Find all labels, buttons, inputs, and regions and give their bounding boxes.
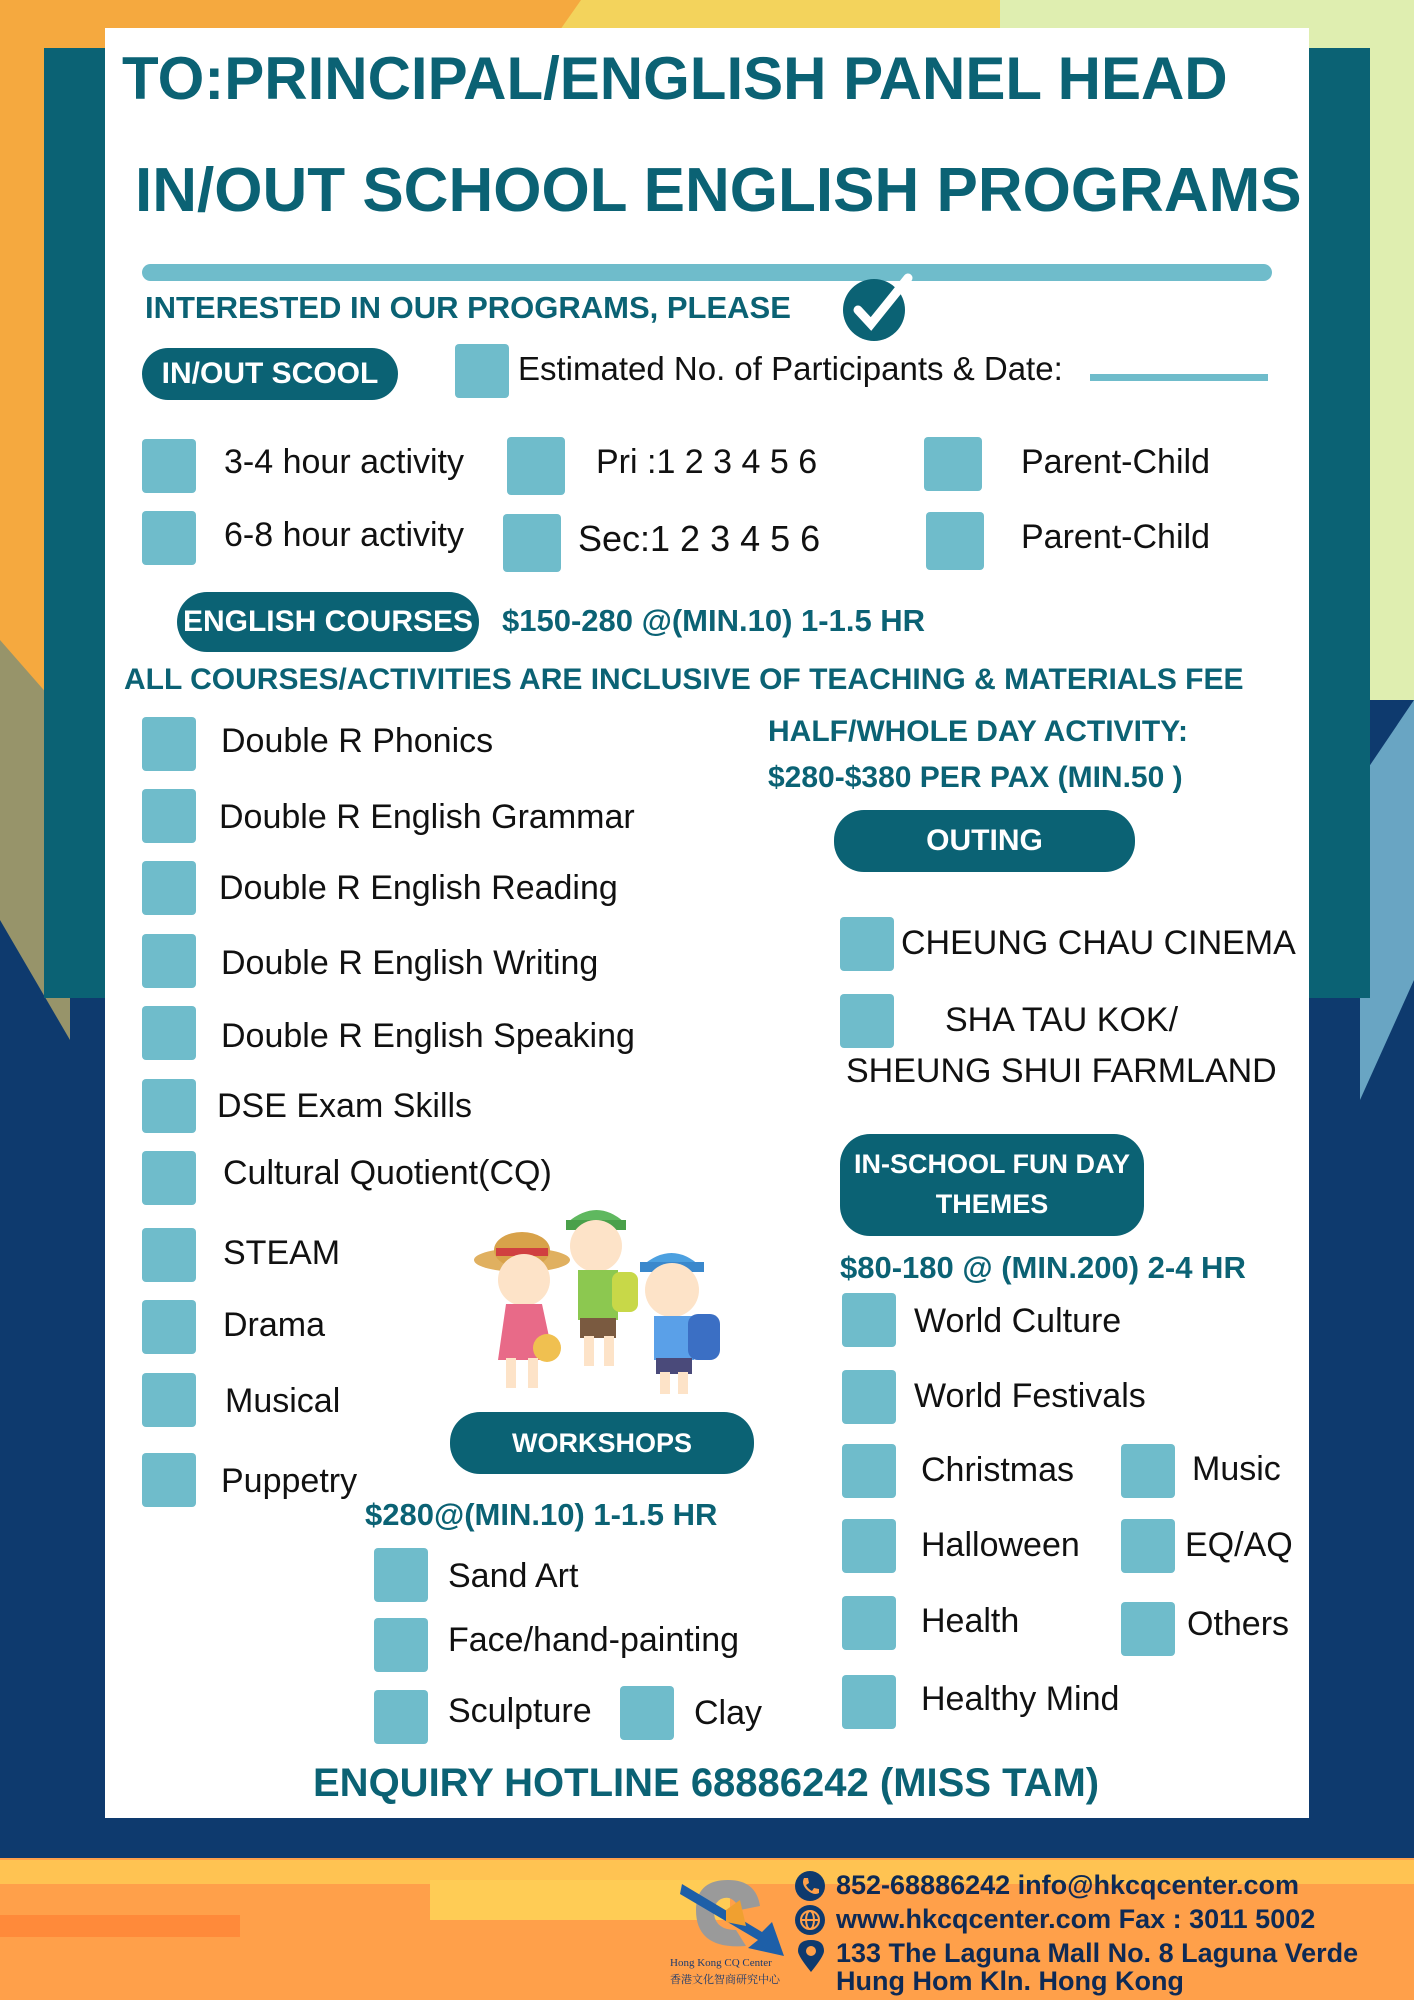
theme-label-health: Health	[921, 1602, 1020, 1640]
theme-label-healthy-mind: Healthy Mind	[921, 1680, 1120, 1718]
course-label-musical: Musical	[225, 1382, 341, 1420]
page-title: IN/OUT SCHOOL ENGLISH PROGRAMS	[135, 156, 1302, 225]
kids-illustration	[462, 1200, 742, 1400]
fun-day-pill	[840, 1134, 1144, 1236]
primary-level-label: Pri :1 2 3 4 5 6	[596, 443, 818, 481]
outing-title-line1: HALF/WHOLE DAY ACTIVITY:	[768, 715, 1188, 748]
outing-label-sha-tau-kok: SHA TAU KOK/	[945, 1001, 1179, 1039]
outing-label-cheung-chau: CHEUNG CHAU CINEMA	[901, 924, 1296, 962]
course-label-cq: Cultural Quotient(CQ)	[223, 1154, 552, 1192]
course-checkbox-musical[interactable]	[142, 1373, 196, 1427]
secondary-level-label: Sec:1 2 3 4 5 6	[578, 518, 821, 559]
theme-label-others: Others	[1187, 1605, 1290, 1643]
course-label-puppetry: Puppetry	[221, 1462, 358, 1500]
outing-label-farmland: SHEUNG SHUI FARMLAND	[846, 1052, 1277, 1090]
theme-checkbox-world-culture[interactable]	[842, 1293, 896, 1347]
workshop-checkbox-sand-art[interactable]	[374, 1548, 428, 1602]
english-courses-pill: ENGLISH COURSES	[177, 592, 479, 652]
theme-checkbox-halloween[interactable]	[842, 1519, 896, 1573]
duration-6-8-checkbox[interactable]	[142, 511, 196, 565]
workshop-checkbox-face-painting[interactable]	[374, 1618, 428, 1672]
addressee-line: TO:PRINCIPAL/ENGLISH PANEL HEAD	[122, 45, 1228, 112]
theme-checkbox-health[interactable]	[842, 1596, 896, 1650]
phone-icon	[794, 1870, 826, 1902]
course-label-drama: Drama	[223, 1306, 326, 1344]
course-checkbox-dse[interactable]	[142, 1079, 196, 1133]
checkmark-icon	[840, 272, 914, 342]
theme-checkbox-others[interactable]	[1121, 1602, 1175, 1656]
workshop-label-sculpture: Sculpture	[448, 1692, 592, 1730]
course-checkbox-puppetry[interactable]	[142, 1453, 196, 1507]
primary-level-checkbox[interactable]	[507, 437, 565, 495]
duration-6-8-label: 6-8 hour activity	[224, 516, 464, 554]
course-checkbox-steam[interactable]	[142, 1228, 196, 1282]
cq-center-logo	[676, 1870, 788, 1960]
theme-checkbox-world-festivals[interactable]	[842, 1370, 896, 1424]
footer-stripe	[0, 1915, 240, 1937]
course-label-steam: STEAM	[223, 1234, 341, 1272]
course-checkbox-phonics[interactable]	[142, 717, 196, 771]
globe-icon	[794, 1904, 826, 1936]
duration-3-4-label: 3-4 hour activity	[224, 443, 464, 481]
workshop-checkbox-clay[interactable]	[620, 1686, 674, 1740]
fun-day-pill-line1: IN-SCHOOL FUN DAY	[853, 1149, 1131, 1179]
course-label-speaking: Double R English Speaking	[221, 1017, 635, 1055]
fun-day-pill-line2: THEMES	[935, 1189, 1049, 1219]
course-checkbox-reading[interactable]	[142, 861, 196, 915]
theme-label-world-festivals: World Festivals	[914, 1377, 1146, 1415]
inclusive-note: ALL COURSES/ACTIVITIES ARE INCLUSIVE OF TEACHING & MATERIALS FEE	[124, 663, 1244, 696]
inout-school-pill: IN/OUT SCOOL	[142, 348, 398, 400]
enquiry-hotline: ENQUIRY HOTLINE 68886242 (MISS TAM)	[313, 1761, 1100, 1805]
footer-web-fax: www.hkcqcenter.com Fax : 3011 5002	[836, 1904, 1316, 1934]
workshop-label-face-painting: Face/hand-painting	[448, 1621, 740, 1659]
duration-3-4-checkbox[interactable]	[142, 439, 196, 493]
parent-child-label-1: Parent-Child	[1021, 443, 1210, 481]
outing-pill: OUTING	[834, 810, 1135, 872]
location-pin-icon	[796, 1938, 826, 1974]
outing-checkbox-sha-tau-kok[interactable]	[840, 994, 894, 1048]
outing-title-line2: $280-$380 PER PAX (MIN.50 )	[768, 761, 1183, 794]
fun-day-price: $80-180 @ (MIN.200) 2-4 HR	[840, 1250, 1246, 1285]
logo-name-en: Hong Kong CQ Center	[670, 1957, 772, 1969]
course-label-writing: Double R English Writing	[221, 944, 599, 982]
title-divider	[142, 264, 1272, 281]
theme-label-christmas: Christmas	[921, 1451, 1075, 1489]
course-label-dse: DSE Exam Skills	[217, 1087, 473, 1125]
theme-checkbox-music[interactable]	[1121, 1444, 1175, 1498]
workshops-pill: WORKSHOPS	[450, 1412, 754, 1474]
course-label-reading: Double R English Reading	[219, 869, 618, 907]
workshop-checkbox-sculpture[interactable]	[374, 1690, 428, 1744]
theme-label-eq-aq: EQ/AQ	[1185, 1526, 1293, 1564]
parent-child-checkbox-2[interactable]	[926, 512, 984, 570]
course-checkbox-speaking[interactable]	[142, 1006, 196, 1060]
workshop-label-sand-art: Sand Art	[448, 1557, 579, 1595]
outing-checkbox-cheung-chau[interactable]	[840, 917, 894, 971]
course-checkbox-grammar[interactable]	[142, 789, 196, 843]
theme-checkbox-eq-aq[interactable]	[1121, 1519, 1175, 1573]
course-checkbox-writing[interactable]	[142, 934, 196, 988]
theme-label-halloween: Halloween	[921, 1526, 1080, 1564]
estimate-label: Estimated No. of Participants & Date:	[518, 350, 1063, 387]
course-checkbox-cq[interactable]	[142, 1151, 196, 1205]
courses-price: $150-280 @(MIN.10) 1-1.5 HR	[502, 603, 926, 638]
footer-address-line2: Hung Hom Kln. Hong Kong	[836, 1966, 1184, 1996]
logo-name-zh: 香港文化智商研究中心	[670, 1974, 780, 1986]
parent-child-checkbox-1[interactable]	[924, 437, 982, 491]
theme-label-music: Music	[1192, 1450, 1281, 1488]
theme-label-world-culture: World Culture	[914, 1302, 1122, 1340]
course-label-grammar: Double R English Grammar	[219, 798, 635, 836]
course-checkbox-drama[interactable]	[142, 1300, 196, 1354]
estimate-checkbox[interactable]	[455, 344, 509, 398]
theme-checkbox-healthy-mind[interactable]	[842, 1675, 896, 1729]
secondary-level-checkbox[interactable]	[503, 514, 561, 572]
theme-checkbox-christmas[interactable]	[842, 1444, 896, 1498]
interested-label: INTERESTED IN OUR PROGRAMS, PLEASE	[145, 290, 791, 325]
estimate-fill-line[interactable]	[1090, 374, 1268, 381]
footer-address-line1: 133 The Laguna Mall No. 8 Laguna Verde	[836, 1938, 1359, 1968]
workshop-label-clay: Clay	[694, 1694, 763, 1732]
parent-child-label-2: Parent-Child	[1021, 518, 1210, 556]
footer-phone-email: 852-68886242 info@hkcqcenter.com	[836, 1870, 1300, 1900]
workshops-price: $280@(MIN.10) 1-1.5 HR	[365, 1497, 718, 1532]
course-label-phonics: Double R Phonics	[221, 722, 494, 760]
